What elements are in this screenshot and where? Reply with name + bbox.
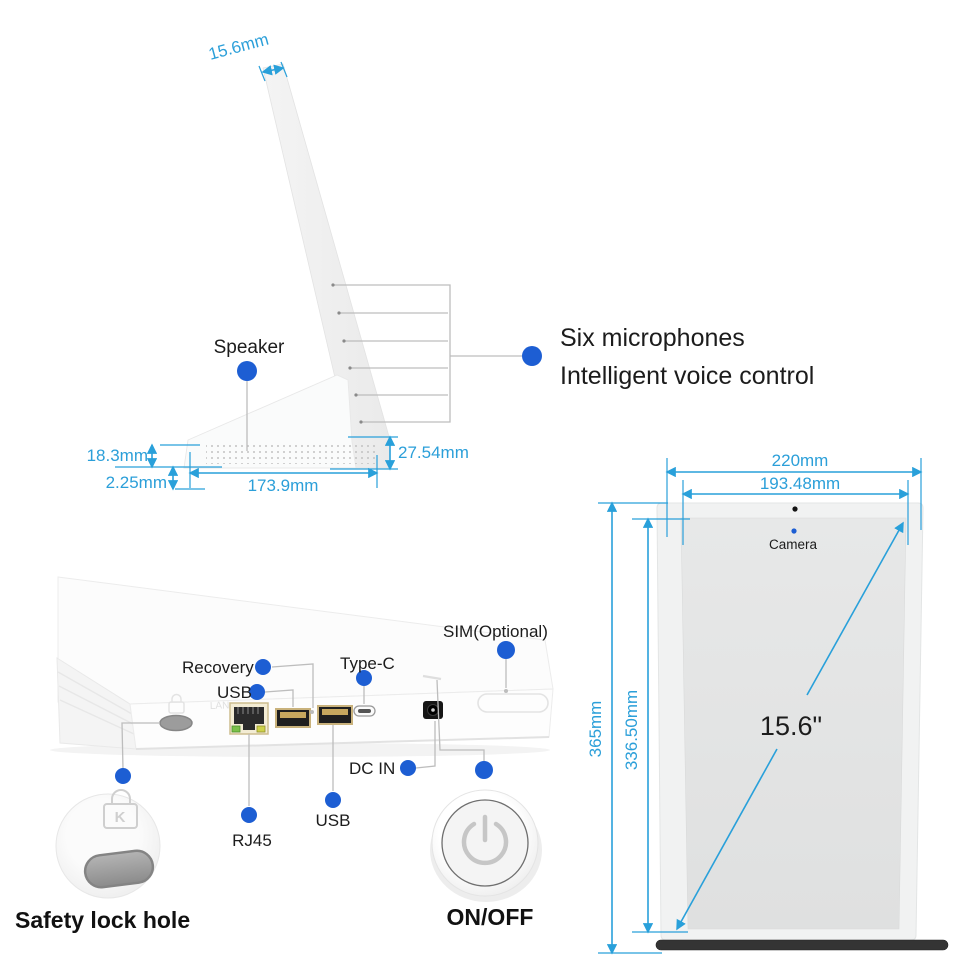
mic-note-line2: Intelligent voice control [560,362,815,390]
camera-dot [792,506,797,511]
usb-top-label: USB [217,683,252,702]
panel-thickness-label: 15.6mm [206,29,271,64]
screen-height-label: 336.50mm [622,689,641,771]
power-button [430,790,542,902]
side-view [87,30,815,495]
dcin-port [423,701,443,719]
usb-bottom-label: USB [315,811,351,830]
typec-port [354,706,375,716]
base-width-label: 173.9mm [247,476,319,495]
camera-label: Camera [768,537,818,552]
front-view [586,451,948,953]
sim-marker-dot [497,641,515,659]
usb-port-2 [318,706,352,724]
rj45-port [230,703,268,734]
mic-note-line1: Six microphones [560,324,745,352]
dcin-label: DC IN [349,759,396,778]
power-caption: ON/OFF [446,904,534,930]
recovery-hole [310,710,314,714]
speaker-marker-dot [237,361,257,381]
lock-k-glyph: K [114,809,126,826]
screen-width-label: 193.48mm [759,474,841,493]
recovery-label: Recovery [182,658,254,677]
speaker-label: Speaker [213,337,285,358]
lock-hole [160,716,192,731]
camera-marker-dot [791,528,796,533]
dcin-marker-dot [400,760,416,776]
lock-marker-dot [115,768,131,784]
grille-height-label: 18.3mm [86,446,148,465]
diagonal-label: 15.6" [759,711,823,741]
back-view [15,577,553,933]
lip-height-label: 2.25mm [105,473,167,492]
power-marker-dot [475,761,493,779]
stand-strip [656,940,948,950]
usb-bottom-marker-dot [325,792,341,808]
safety-lock-detail [56,790,160,898]
mic-marker-dot [522,346,542,366]
lan-emboss-label: LAN [209,700,230,712]
usb-port-1 [276,709,310,727]
safety-lock-caption: Safety lock hole [15,907,191,933]
typec-label: Type-C [340,654,395,673]
speaker-grille [206,444,378,464]
recovery-marker-dot [255,659,271,675]
base-height-label: 27.54mm [398,443,469,462]
microphone-callout [331,283,814,423]
rj45-marker-dot [241,807,257,823]
rj45-label: RJ45 [232,831,272,850]
sim-label: SIM(Optional) [443,622,548,641]
outer-height-label: 365mm [586,700,605,758]
outer-width-label: 220mm [771,451,829,470]
